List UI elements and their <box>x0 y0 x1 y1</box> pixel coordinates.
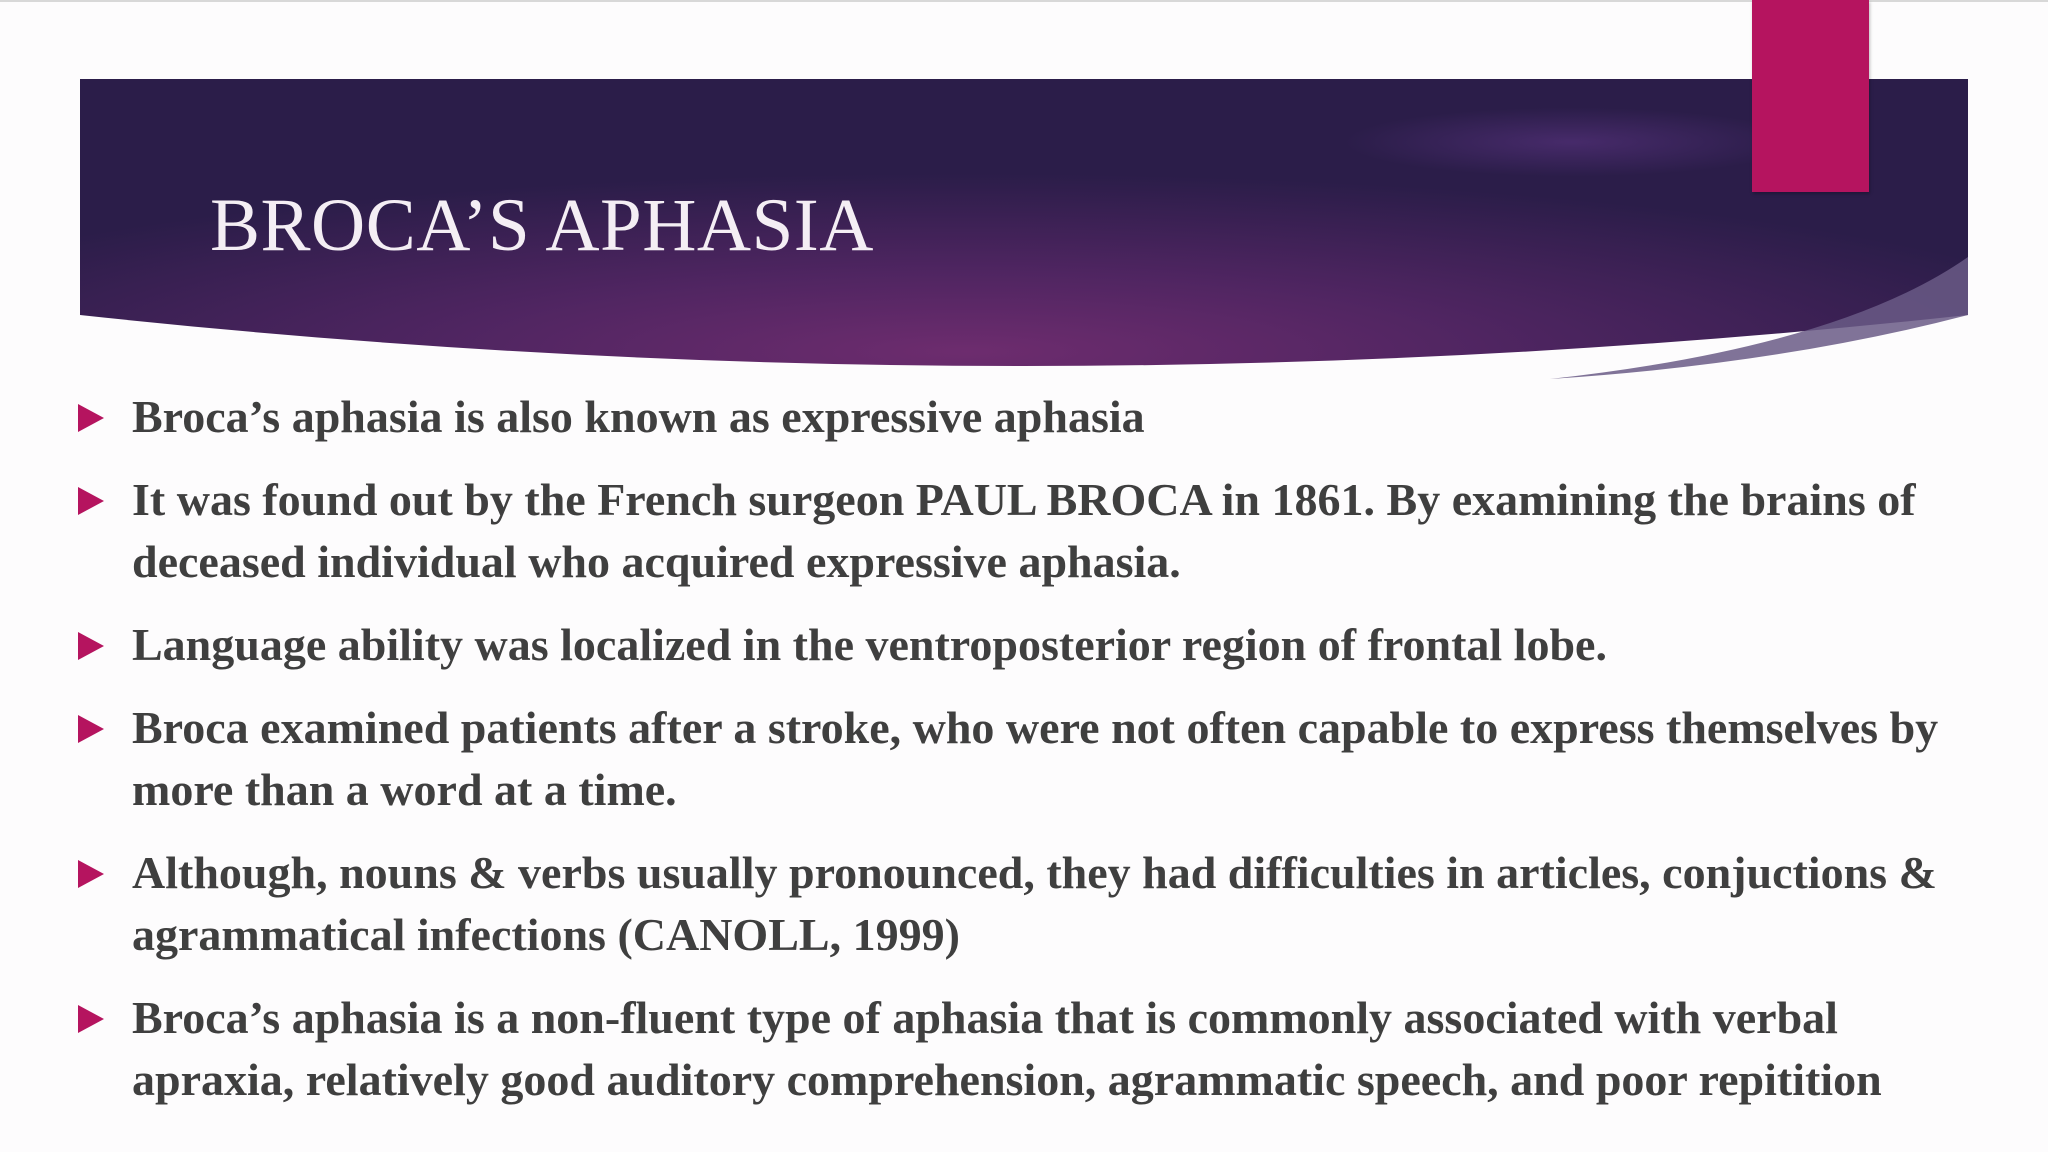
bullet-text: Language ability was localized in the ventroposterior region of frontal lobe. <box>132 619 1607 670</box>
accent-tab <box>1752 0 1869 192</box>
triangle-right-icon <box>78 404 104 432</box>
slide-title: BROCA’S APHASIA <box>210 184 874 267</box>
bullet-text: Broca’s aphasia is also known as expressive aphasia <box>132 391 1145 442</box>
bullet-item <box>76 697 1976 821</box>
bullet-text: Broca’s aphasia is a non-fluent type of aphasia that is commonly associated with verbal apraxia, relatively good auditory comprehension, agrammatic speech, and poor repitition <box>132 992 1882 1105</box>
triangle-right-icon <box>78 715 104 743</box>
bullet-item <box>76 842 1976 966</box>
top-divider <box>0 0 2048 2</box>
bullet-item <box>76 987 1976 1111</box>
triangle-right-icon <box>78 1005 104 1033</box>
bullet-text: It was found out by the French surgeon PAUL BROCA in 1861. By examining the brains of deceased individual who acquired expressive aphasia. <box>132 474 1916 587</box>
bullet-item <box>76 614 1976 676</box>
triangle-right-icon <box>78 632 104 660</box>
bullet-item <box>76 386 1976 448</box>
bullet-text: Broca examined patients after a stroke, who were not often capable to express themselves by more than a word at a time. <box>132 702 1939 815</box>
triangle-right-icon <box>78 487 104 515</box>
triangle-right-icon <box>78 860 104 888</box>
bullet-text: Although, nouns & verbs usually pronounced, they had difficulties in articles, conjuctions & agrammatical infections (CANOLL, 1999) <box>132 847 1937 960</box>
bullet-item <box>76 469 1976 593</box>
bullet-list <box>76 386 1976 1132</box>
